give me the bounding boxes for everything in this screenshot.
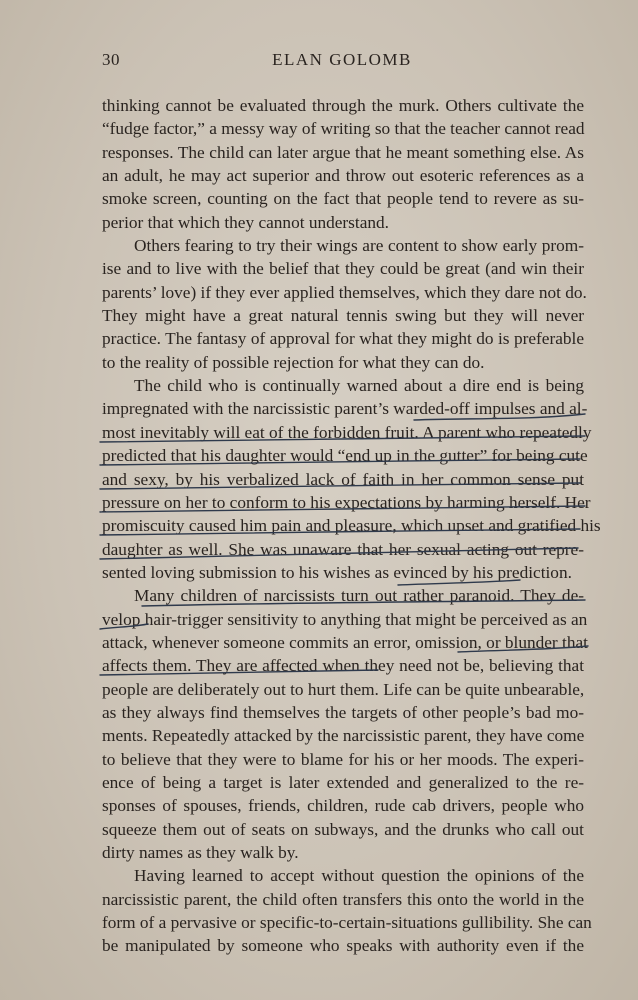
text-line: Having learned to accept without question the opinions of the: [134, 866, 584, 886]
text-line: narcissistic parent, the child often transfers this onto the world in the: [102, 889, 584, 909]
text-line: affects them. They are affected when they need not be, believing that: [102, 656, 584, 676]
page-header: [102, 50, 582, 74]
text-line: sented loving submission to his wishes as evinced by his prediction.: [102, 562, 572, 582]
text-line: to believe that they were to blame for his or her moods. The experi-: [102, 749, 584, 769]
body-text: [102, 94, 601, 958]
text-line: as they always find themselves the targets of other people’s bad mo-: [102, 702, 584, 722]
text-line: They might have a great natural tennis swing but they will never: [102, 306, 584, 326]
text-line: Many children of narcissists turn out rather paranoid. They de-: [134, 586, 584, 606]
text-line: perior that which they cannot understand.: [102, 212, 389, 232]
text-line: attack, whenever someone commits an error, omission, or blunder that: [102, 632, 588, 652]
text-line: dirty names as they walk by.: [102, 843, 299, 862]
text-line: ence of being a target is later extended and generalized to the re-: [102, 772, 584, 792]
text-line: ments. Repeatedly attacked by the narcissistic parent, they have come: [102, 726, 585, 746]
text-line: velop hair-trigger sensitivity to anything that might be perceived as an: [102, 609, 588, 629]
text-line: predicted that his daughter would “end up in the gutter” for being cute: [102, 446, 588, 466]
text-line: smoke screen, counting on the fact that people tend to revere as su-: [102, 189, 584, 209]
text-line: an adult, he may act superior and throw out esoteric references as a: [102, 166, 584, 186]
text-line: daughter as well. She was unaware that her sexual acting out repre-: [102, 539, 584, 559]
text-line: and sexy, by his verbalized lack of faith in her common sense put: [102, 469, 584, 489]
text-line: squeeze them out of seats on subways, and the drunks who call out: [102, 819, 584, 839]
text-line: thinking cannot be evaluated through the murk. Others cultivate the: [102, 96, 584, 115]
text-line: responses. The child can later argue that he meant something else. As: [102, 142, 584, 162]
page-number: 30: [102, 50, 120, 69]
text-line: Others fearing to try their wings are content to show early prom-: [134, 236, 584, 256]
text-line: impregnated with the narcissistic parent’s warded-off impulses and al-: [102, 399, 588, 419]
text-line: people are deliberately out to hurt them. Life can be quite unbearable,: [102, 679, 585, 699]
text-line: form of a pervasive or specific-to-certain-situations gullibility. She can: [102, 913, 592, 933]
text-line: pressure on her to conform to his expectations by harming herself. Her: [102, 492, 591, 512]
text-line: practice. The fantasy of approval for what they might do is preferable: [102, 329, 584, 349]
text-line: most inevitably will eat of the forbidden fruit. A parent who repeatedly: [102, 422, 592, 442]
text-line: ise and to live with the belief that they could be great (and win their: [102, 259, 584, 279]
text-line: The child who is continually warned about a dire end is being: [134, 376, 584, 396]
text-line: parents’ love) if they ever applied themselves, which they dare not do.: [102, 282, 587, 302]
text-line: promiscuity caused him pain and pleasure, which upset and gratified his: [102, 516, 601, 536]
text-line: to the reality of possible rejection for what they can do.: [102, 352, 485, 372]
running-head: ELAN GOLOMB: [272, 50, 412, 69]
text-line: sponses of spouses, friends, children, rude cab drivers, people who: [102, 796, 584, 816]
text-line: “fudge factor,” a messy way of writing so that the teacher cannot read: [102, 119, 585, 139]
text-line: be manipulated by someone who speaks with authority even if the: [102, 936, 584, 956]
